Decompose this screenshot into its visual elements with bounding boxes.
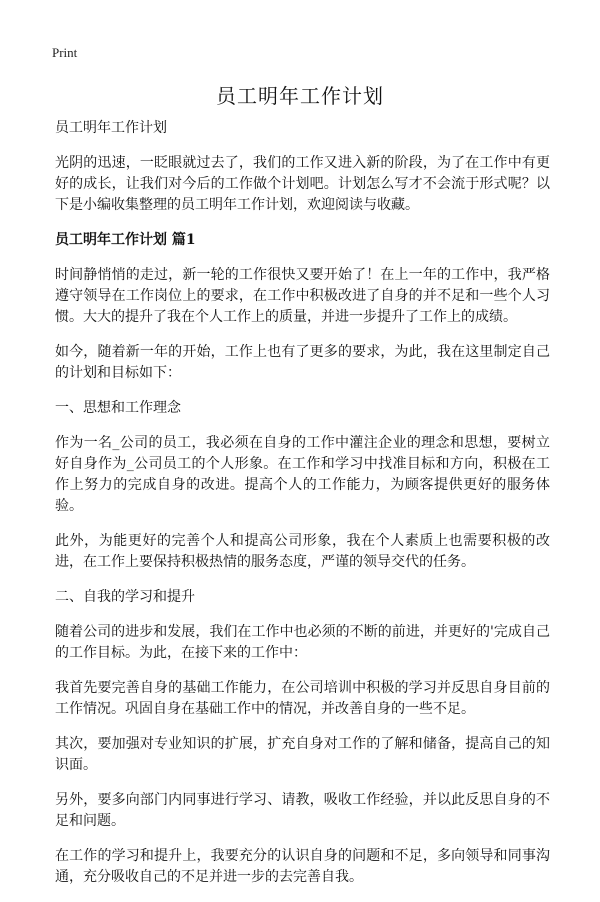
intro-paragraph: 光阴的迅速，一眨眼就过去了，我们的工作又进入新的阶段，为了在工作中有更好的成长，让我们对今后的工作做个计划吧。计划怎么写才不会流于形式呢？以下是小编收集整理的员工明年工作计划，欢迎阅读与收藏。 [55, 155, 550, 213]
paragraph: 作为一名_公司的员工，我必须在自身的工作中灌注企业的理念和思想，要树立好自身作为_公司员工的个人形象。在工作和学习中找准目标和方向，积极在工作上努力的完成自身的改进。提高个人的工作能力，为顾客提供更好的服务体验。 [55, 435, 550, 514]
page-title: 员工明年工作计划 [216, 84, 384, 108]
article-body [55, 118, 550, 902]
paragraph: 在工作的学习和提升上，我要充分的认识自身的问题和不足，多向领导和同事沟通，充分吸收自己的不足并进一步的去完善自我。 [55, 848, 550, 885]
print-link[interactable]: Print [52, 45, 78, 60]
list-heading: 一、思想和工作理念 [55, 400, 181, 416]
paragraph: 随着公司的进步和发展，我们在工作中也必须的不断的前进，并更好的'完成自己的工作目标。为此，在接下来的工作中： [55, 624, 550, 661]
paragraph: 此外，为能更好的完善个人和提高公司形象，我在个人素质上也需要积极的改进，在工作上要保持积极热情的服务态度，严谨的领导交代的任务。 [55, 533, 550, 570]
paragraph: 我首先要完善自身的基础工作能力，在公司培训中积极的学习并反思自身目前的工作情况。巩固自身在基础工作中的情况，并改善自身的一些不足。 [55, 680, 550, 717]
paragraph: 如今，随着新一年的开始，工作上也有了更多的要求，为此，我在这里制定自己的计划和目标如下： [55, 344, 550, 381]
list-heading: 二、自我的学习和提升 [55, 589, 195, 605]
section-heading: 员工明年工作计划 篇1 [55, 232, 196, 248]
article-subtitle: 员工明年工作计划 [55, 120, 167, 136]
paragraph: 其次，要加强对专业知识的扩展，扩充自身对工作的了解和储备，提高自己的知识面。 [55, 736, 550, 773]
paragraph: 时间静悄悄的走过，新一轮的工作很快又要开始了！在上一年的工作中，我严格遵守领导在工作岗位上的要求，在工作中积极改进了自身的并不足和一些个人习惯。大大的提升了我在个人工作上的质量，并进一步提升了工作上的成绩。 [55, 267, 550, 325]
paragraph: 另外，要多向部门内同事进行学习、请教，吸收工作经验，并以此反思自身的不足和问题。 [55, 792, 550, 829]
